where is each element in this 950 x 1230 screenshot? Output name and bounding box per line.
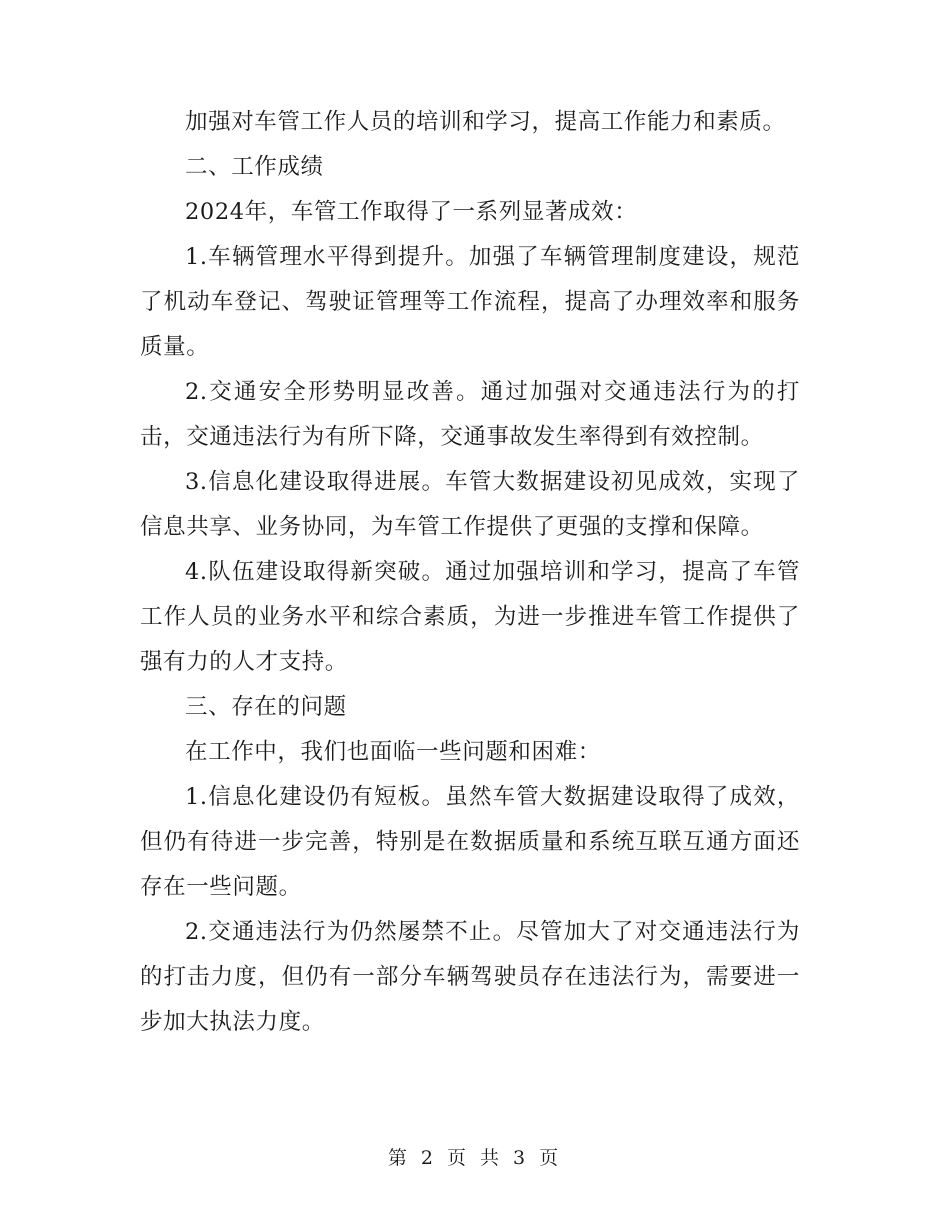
section-heading: 三、存在的问题 (185, 694, 347, 720)
paragraph: 加强对车管工作人员的培训和学习，提高工作能力和素质。 (185, 109, 786, 135)
list-item: 3.信息化建设取得进展。车管大数据建设初见成效，实现了信息共享、业务协同，为车管工作提供了更强的支撑和保障。 (140, 469, 800, 540)
list-item: 2.交通违法行为仍然屡禁不止。尽管加大了对交通违法行为的打击力度，但仍有一部分车辆驾驶员存在违法行为，需要进一步加大执法力度。 (140, 919, 800, 1035)
list-item: 1.信息化建设仍有短板。虽然车管大数据建设取得了成效，但仍有待进一步完善，特别是在数据质量和系统互联互通方面还存在一些问题。 (140, 784, 800, 900)
paragraph: 在工作中，我们也面临一些问题和困难： (185, 739, 601, 765)
list-item: 4.队伍建设取得新突破。通过加强培训和学习，提高了车管工作人员的业务水平和综合素质，为进一步推进车管工作提供了强有力的人才支持。 (140, 559, 800, 675)
list-item: 1.车辆管理水平得到提升。加强了车辆管理制度建设，规范了机动车登记、驾驶证管理等工作流程，提高了办理效率和服务质量。 (140, 244, 800, 360)
document-body (140, 100, 800, 1045)
section-heading: 二、工作成绩 (185, 154, 324, 180)
list-item: 2.交通安全形势明显改善。通过加强对交通违法行为的打击，交通违法行为有所下降，交通事故发生率得到有效控制。 (140, 379, 800, 450)
page-number-footer: 第 2 页 共 3 页 (387, 1147, 563, 1169)
paragraph: 2024年，车管工作取得了一系列显著成效： (185, 199, 638, 225)
